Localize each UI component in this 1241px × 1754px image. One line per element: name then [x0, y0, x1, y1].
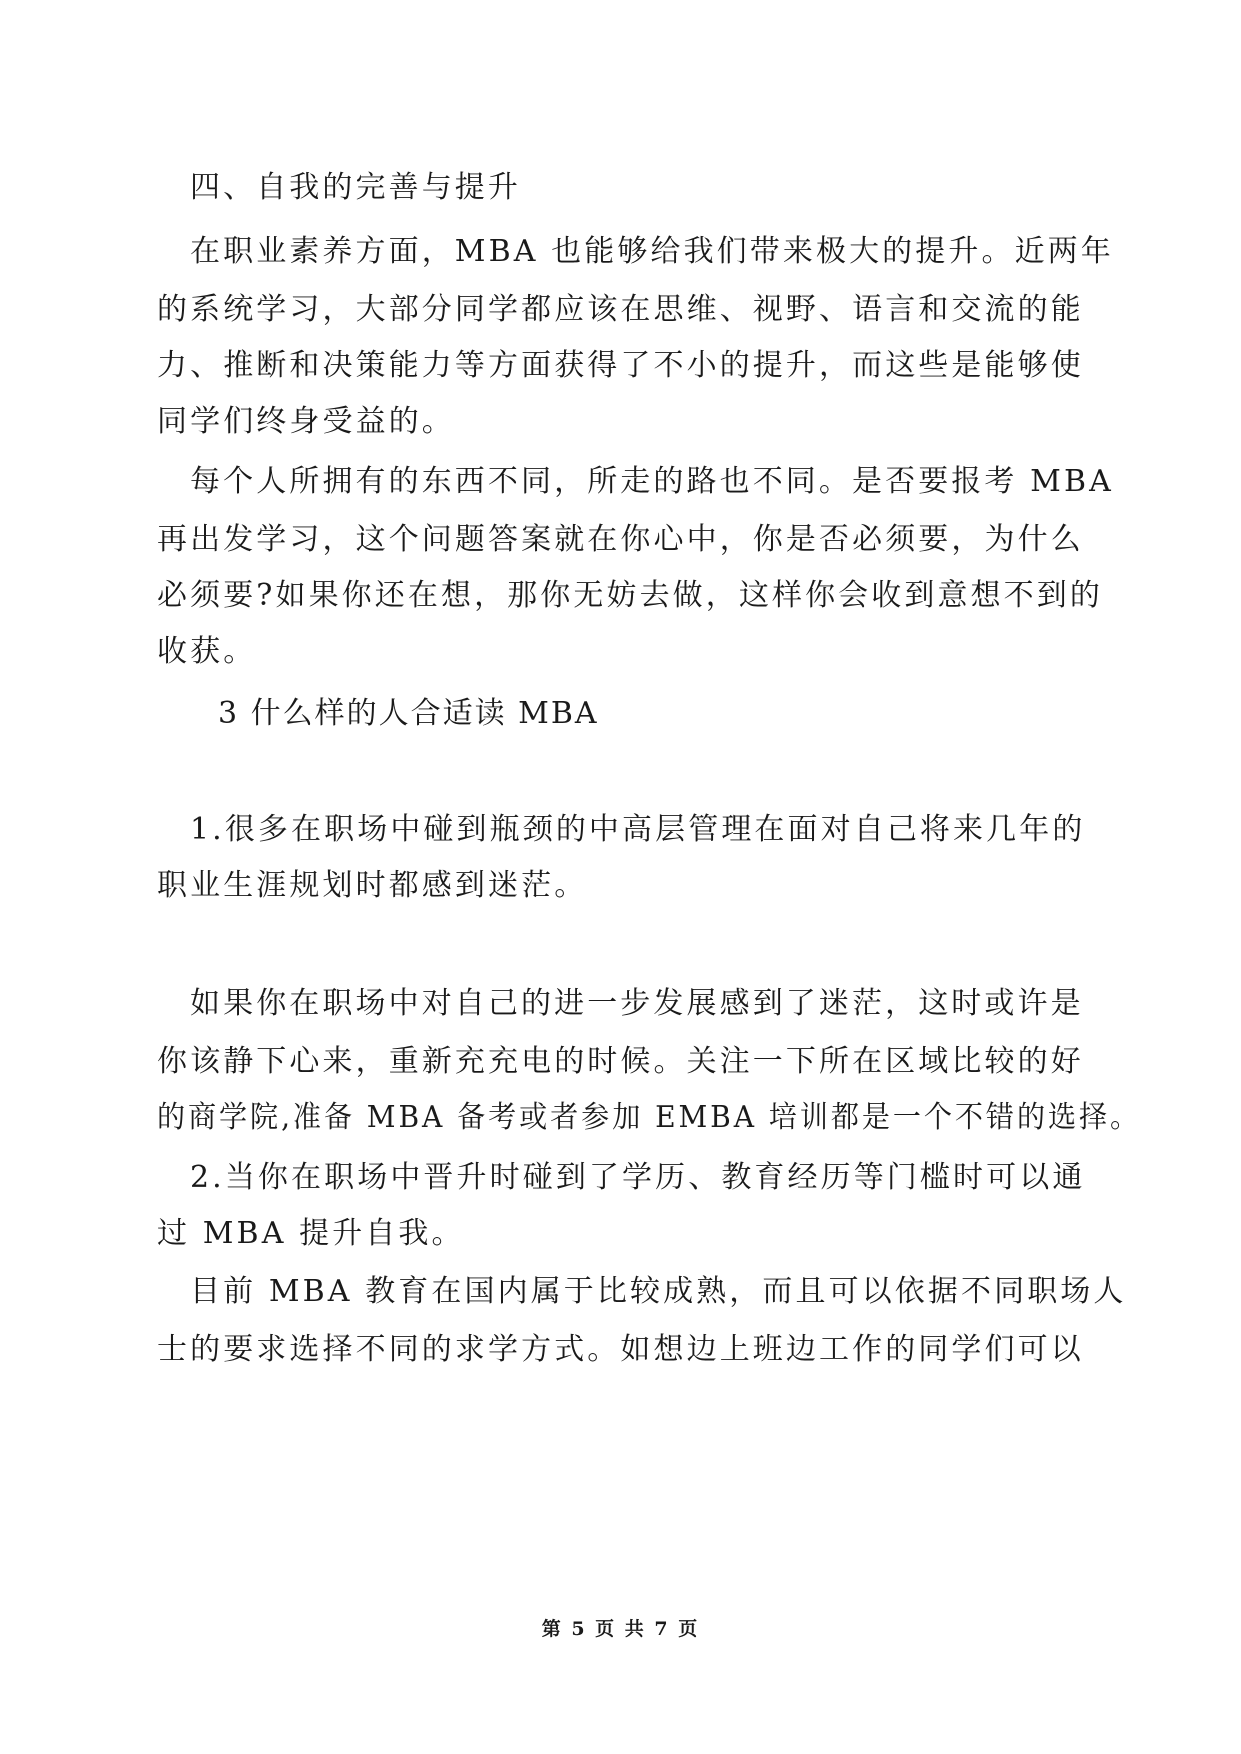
paragraph-line: 的商学院,准备 MBA 备考或者参加 EMBA 培训都是一个不错的选择。: [157, 1100, 1142, 1135]
paragraph-line: 的系统学习，大部分同学都应该在思维、视野、语言和交流的能: [157, 292, 1084, 327]
paragraph-line: 收获。: [157, 634, 257, 669]
paragraph-line: 力、推断和决策能力等方面获得了不小的提升，而这些是能够使: [157, 348, 1084, 383]
paragraph-line: 必须要?如果你还在想，那你无妨去做，这样你会收到意想不到的: [157, 578, 1103, 613]
paragraph-line: 士的要求选择不同的求学方式。如想边上班边工作的同学们可以: [157, 1332, 1084, 1367]
section-heading: 四、自我的完善与提升: [190, 170, 521, 205]
paragraph-line: 如果你在职场中对自己的进一步发展感到了迷茫，这时或许是: [190, 986, 1084, 1021]
subsection-heading: 3 什么样的人合适读 MBA: [218, 696, 599, 731]
page-number-footer: 第 5 页 共 7 页: [541, 1618, 700, 1640]
paragraph-line: 你该静下心来，重新充充电的时候。关注一下所在区域比较的好: [157, 1044, 1084, 1079]
paragraph-line: 每个人所拥有的东西不同，所走的路也不同。是否要报考 MBA: [190, 464, 1114, 499]
paragraph-line: 职业生涯规划时都感到迷茫。: [157, 868, 588, 903]
paragraph-line: 1.很多在职场中碰到瓶颈的中高层管理在面对自己将来几年的: [190, 812, 1086, 847]
paragraph-line: 再出发学习，这个问题答案就在你心中，你是否必须要，为什么: [157, 522, 1084, 557]
paragraph-line: 2.当你在职场中晋升时碰到了学历、教育经历等门槛时可以通: [190, 1160, 1086, 1195]
paragraph-line: 过 MBA 提升自我。: [157, 1216, 465, 1251]
paragraph-line: 目前 MBA 教育在国内属于比较成熟，而且可以依据不同职场人: [190, 1274, 1127, 1309]
paragraph-line: 在职业素养方面，MBA 也能够给我们带来极大的提升。近两年: [190, 234, 1114, 269]
paragraph-line: 同学们终身受益的。: [157, 404, 455, 439]
